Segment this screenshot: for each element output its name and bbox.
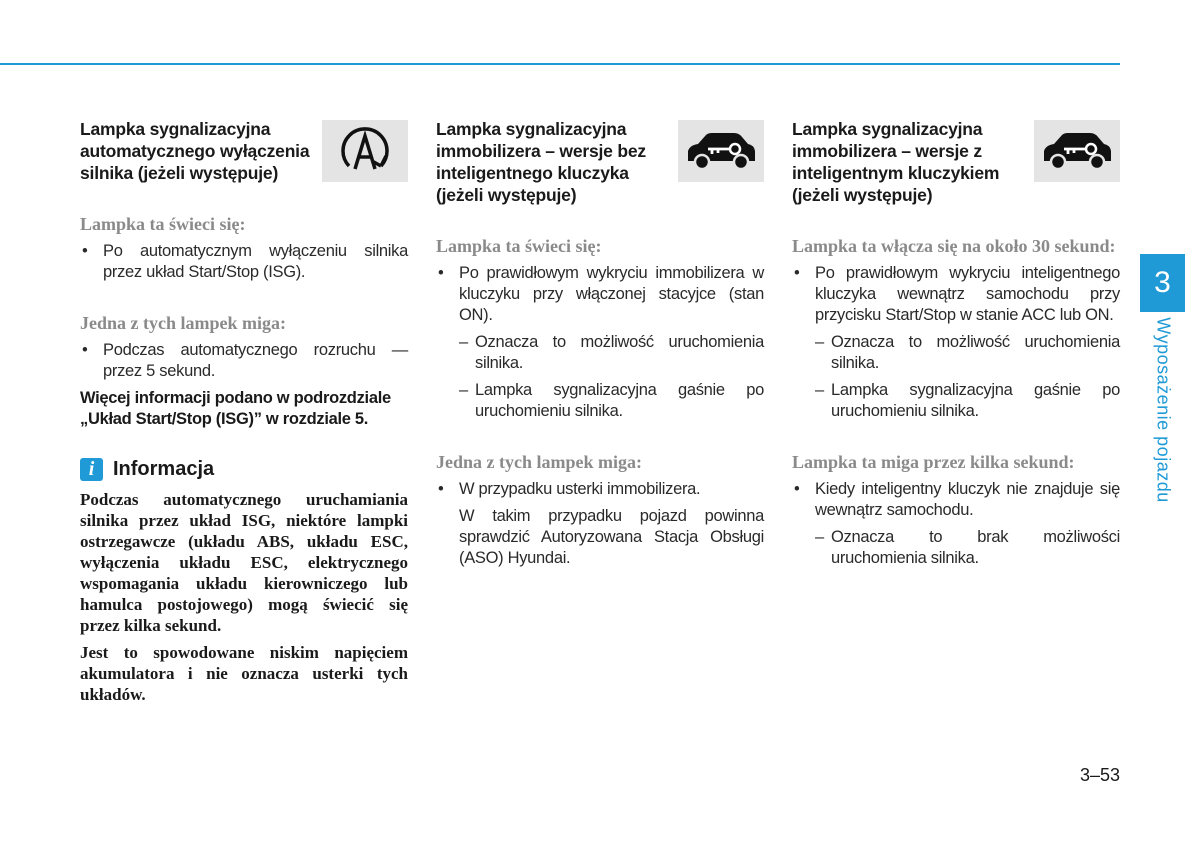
info-paragraph: Podczas automatycznego uruchamiania silnika przez układ ISG, niektóre lampki ostrzegawcze (układu ABS, układu ESC, wyłączenia układu ESC, elektrycznego wspomagania układu kierowniczego lub hamulca postojowego) mogą świecić się przez kilka sekund. bbox=[80, 490, 408, 635]
info-title: Informacja bbox=[113, 458, 215, 480]
section-header bbox=[792, 118, 1120, 206]
page-number: 3–53 bbox=[1080, 765, 1121, 785]
car-key-icon bbox=[678, 120, 764, 182]
dash-item: – Oznacza to brak możliwości uruchomienia silnika. bbox=[815, 528, 1120, 567]
info-header bbox=[80, 458, 408, 481]
subheading: Jedna z tych lampek miga: bbox=[436, 452, 642, 472]
top-rule bbox=[0, 63, 1120, 65]
info-icon: i bbox=[80, 458, 103, 481]
bullet-item: • Kiedy inteligentny kluczyk nie znajduje się wewnątrz samochodu. bbox=[794, 480, 1120, 519]
section-title: Lampka sygnalizacyjna automatycznego wyłączenia silnika (jeżeli występuje) bbox=[80, 119, 310, 183]
info-paragraph: Jest to spowodowane niskim napięciem akumulatora i nie oznacza usterki tych układów. bbox=[80, 643, 408, 704]
subheading: Lampka ta świeci się: bbox=[436, 236, 602, 256]
section-title: Lampka sygnalizacyjna immobilizera – wersje bez inteligentnego kluczyka (jeżeli występuje) bbox=[436, 119, 646, 205]
dash-item: – Oznacza to możliwość uruchomienia silnika. bbox=[815, 333, 1120, 372]
car-key-icon bbox=[1034, 120, 1120, 182]
chapter-tab: 3 bbox=[1140, 254, 1185, 312]
bullet-item: • Podczas automatycznego rozruchu — przez 5 sekund. bbox=[82, 341, 408, 380]
column-immobilizer-smart-key bbox=[792, 118, 1120, 575]
dash-item: – Lampka sygnalizacyjna gaśnie po uruchomieniu silnika. bbox=[815, 381, 1120, 420]
subheading: Lampka ta włącza się na około 30 sekund: bbox=[792, 236, 1116, 256]
column-auto-stop bbox=[80, 118, 408, 711]
bullet-item: • Po prawidłowym wykryciu immobilizera w kluczyku przy włączonej stacyjce (stan ON). bbox=[438, 264, 764, 324]
section-header bbox=[80, 118, 408, 184]
paragraph: W takim przypadku pojazd powinna sprawdzić Autoryzowana Stacja Obsługi (ASO) Hyundai. bbox=[459, 507, 764, 567]
chapter-label: Wyposażenie pojazdu bbox=[1153, 317, 1174, 503]
dash-item: – Oznacza to możliwość uruchomienia silnika. bbox=[459, 333, 764, 372]
column-immobilizer-standard bbox=[436, 118, 764, 575]
section-title: Lampka sygnalizacyjna immobilizera – wersje z inteligentnym kluczykiem (jeżeli występuje) bbox=[792, 119, 1000, 205]
auto-stop-icon bbox=[322, 120, 408, 182]
subheading: Jedna z tych lampek miga: bbox=[80, 313, 286, 333]
section-header bbox=[436, 118, 764, 206]
dash-item: – Lampka sygnalizacyjna gaśnie po uruchomieniu silnika. bbox=[459, 381, 764, 420]
bullet-item: • Po prawidłowym wykryciu inteligentnego kluczyka wewnątrz samochodu przy przycisku Start/Stop w stanie ACC lub ON. bbox=[794, 264, 1120, 324]
bullet-item: • W przypadku usterki immobilizera. bbox=[438, 480, 701, 498]
subheading: Lampka ta miga przez kilka sekund: bbox=[792, 452, 1075, 472]
subheading: Lampka ta świeci się: bbox=[80, 214, 246, 234]
bullet-item: • Po automatycznym wyłączeniu silnika przez układ Start/Stop (ISG). bbox=[82, 242, 408, 281]
reference-note: Więcej informacji podano w podrozdziale „Układ Start/Stop (ISG)” w rozdziale 5. bbox=[80, 389, 391, 428]
